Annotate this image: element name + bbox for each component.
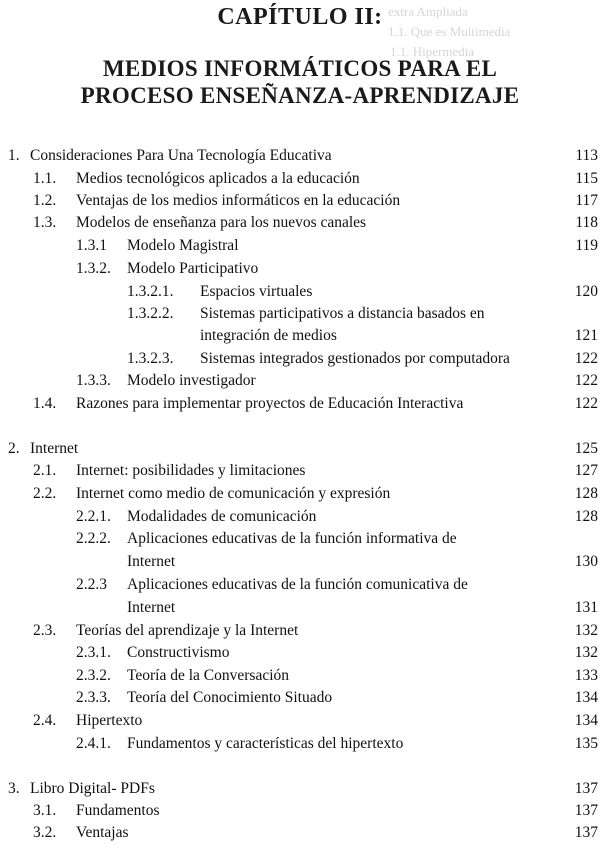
- toc-entry: [0, 484, 600, 504]
- toc-entry-number: 1.1.: [33, 170, 57, 187]
- toc-entry-title: Aplicaciones educativas de la función comunicativa de: [127, 576, 468, 593]
- toc-entry-title: Hipertexto: [76, 712, 143, 729]
- toc-entry-number: 2.2.3: [76, 576, 107, 593]
- toc-entry-title: Libro Digital- PDFs: [30, 780, 155, 797]
- toc-entry: [0, 621, 600, 641]
- toc-entry-title: integración de medios: [200, 327, 337, 344]
- toc-entry: [0, 439, 600, 459]
- toc-entry: [0, 507, 600, 527]
- toc-entry-number: 2.2.: [33, 485, 57, 502]
- toc-entry-page: 121: [574, 327, 598, 344]
- toc-entry-number: 2.1.: [33, 462, 57, 479]
- chapter-title-line-2: PROCESO ENSEÑANZA-APRENDIZAJE: [80, 83, 520, 108]
- toc-entry-title: Modelos de enseñanza para los nuevos canales: [76, 214, 367, 231]
- toc-entry-title: Internet como medio de comunicación y expresión: [76, 485, 391, 502]
- toc-entry-title: Fundamentos: [76, 802, 160, 819]
- toc-entry-page: 134: [574, 712, 598, 729]
- toc-entry-title: Teorías del aprendizaje y la Internet: [76, 622, 299, 639]
- toc-entry-title: Sistemas integrados gestionados por computadora: [200, 350, 510, 367]
- toc-entry-title: Modelo investigador: [127, 372, 256, 389]
- toc-entry-title: Modelo Magistral: [127, 237, 239, 254]
- toc-entry-number: 3.2.: [33, 824, 57, 841]
- toc-entry: [0, 304, 600, 324]
- toc-entry-number: 1.3.2.3.: [127, 350, 174, 367]
- toc-entry-number: 2.4.: [33, 712, 57, 729]
- toc-entry-page: 127: [574, 462, 598, 479]
- toc-entry-page: 122: [574, 350, 598, 367]
- toc-entry-page: 132: [574, 622, 598, 639]
- toc-entry: [0, 529, 600, 549]
- toc-entry-continuation: [0, 598, 600, 618]
- toc-entry: [0, 666, 600, 686]
- toc-entry-title: Ventajas de los medios informáticos en la educación: [76, 192, 401, 209]
- bleed-through-text-1: extra Ampliada: [388, 4, 468, 19]
- toc-entry-page: 113: [575, 147, 598, 164]
- toc-entry-title: Espacios virtuales: [200, 283, 313, 300]
- toc-entry-number: 3.: [8, 780, 20, 797]
- toc-entry-number: 2.3.: [33, 622, 57, 639]
- toc-entry: [0, 779, 600, 799]
- toc-entry: [0, 575, 600, 595]
- toc-entry-title: Razones para implementar proyectos de Educación Interactiva: [76, 395, 464, 412]
- toc-entry: [0, 711, 600, 731]
- toc-entry-number: 1.3.: [33, 214, 57, 231]
- toc-entry: [0, 191, 600, 211]
- toc-entry-number: 1.3.1: [76, 237, 107, 254]
- toc-entry-page: 119: [575, 237, 598, 254]
- toc-entry-title: Ventajas: [76, 824, 129, 841]
- toc-entry: [0, 823, 600, 843]
- toc-entry-number: 2.: [8, 440, 20, 457]
- toc-entry-number: 2.3.3.: [76, 689, 111, 706]
- toc-entry-number: 2.2.1.: [76, 508, 111, 525]
- toc-entry: [0, 461, 600, 481]
- toc-entry-page: 131: [574, 599, 598, 616]
- toc-entry-title: Internet: [127, 599, 176, 616]
- toc-entry-continuation: [0, 326, 600, 346]
- toc-entry-continuation: [0, 552, 600, 572]
- toc-entry: [0, 146, 600, 166]
- toc-entry-title: Medios tecnológicos aplicados a la educación: [76, 170, 360, 187]
- toc-entry-number: 1.3.2.2.: [127, 305, 174, 322]
- toc-entry-title: Modalidades de comunicación: [127, 508, 317, 525]
- toc-entry-number: 3.1.: [33, 802, 57, 819]
- toc-entry-title: Consideraciones Para Una Tecnología Educativa: [30, 147, 332, 164]
- toc-entry-number: 1.3.2.: [76, 260, 111, 277]
- toc-entry-page: 120: [574, 283, 598, 300]
- toc-entry-title: Aplicaciones educativas de la función informativa de: [127, 530, 457, 547]
- toc-entry: [0, 282, 600, 302]
- toc-entry: [0, 213, 600, 233]
- toc-entry-page: 135: [574, 735, 598, 752]
- toc-entry: [0, 169, 600, 189]
- toc-entry: [0, 236, 600, 256]
- toc-entry-page: 122: [574, 395, 598, 412]
- toc-entry-title: Internet: [127, 553, 176, 570]
- toc-entry-title: Sistemas participativos a distancia basados en: [200, 305, 485, 322]
- toc-entry-page: 137: [574, 802, 598, 819]
- toc-entry-page: 137: [574, 780, 598, 797]
- toc-entry-page: 130: [574, 553, 598, 570]
- chapter-title-line-1: MEDIOS INFORMÁTICOS PARA EL: [102, 56, 498, 81]
- toc-entry-number: 2.4.1.: [76, 735, 111, 752]
- toc-entry-page: 133: [574, 667, 598, 684]
- toc-entry-page: 128: [574, 485, 598, 502]
- toc-entry-title: Modelo Participativo: [127, 260, 259, 277]
- toc-entry-number: 1.: [8, 147, 20, 164]
- toc-entry-page: 137: [574, 824, 598, 841]
- toc-entry-page: 132: [574, 644, 598, 661]
- toc-entry-page: 134: [574, 689, 598, 706]
- toc-entry-page: 122: [574, 372, 598, 389]
- toc-entry: [0, 394, 600, 414]
- bleed-through-text-3: 1.1. Hipermedia: [390, 44, 475, 59]
- toc-entry-title: Constructivismo: [127, 644, 230, 661]
- bleed-through-text-2: 1.1. Que es Multimedia: [388, 24, 511, 39]
- toc-entry-number: 1.2.: [33, 192, 57, 209]
- toc-entry-number: 2.2.2.: [76, 530, 111, 547]
- toc-entry-title: Internet: [30, 440, 79, 457]
- chapter-label: CAPÍTULO II:: [217, 4, 383, 30]
- toc-entry-page: 128: [574, 508, 598, 525]
- toc-entry: [0, 349, 600, 369]
- toc-entry-page: 117: [575, 192, 598, 209]
- toc-entry-page: 115: [575, 170, 598, 187]
- toc-entry-page: 125: [574, 440, 598, 457]
- toc-entry-title: Teoría del Conocimiento Situado: [127, 689, 333, 706]
- toc-entry: [0, 371, 600, 391]
- toc-entry: [0, 259, 600, 279]
- toc-entry-page: 118: [575, 214, 598, 231]
- toc-entry-number: 1.4.: [33, 395, 57, 412]
- toc-entry-number: 2.3.1.: [76, 644, 111, 661]
- toc-entry-number: 1.3.3.: [76, 372, 111, 389]
- toc-entry-title: Fundamentos y características del hipertexto: [127, 735, 404, 752]
- toc-entry-title: Teoría de la Conversación: [127, 667, 290, 684]
- toc-entry-number: 2.3.2.: [76, 667, 111, 684]
- toc-entry: [0, 801, 600, 821]
- toc-entry-title: Internet: posibilidades y limitaciones: [76, 462, 306, 479]
- toc-entry: [0, 688, 600, 708]
- toc-entry: [0, 734, 600, 754]
- toc-entry: [0, 643, 600, 663]
- toc-entry-number: 1.3.2.1.: [127, 283, 174, 300]
